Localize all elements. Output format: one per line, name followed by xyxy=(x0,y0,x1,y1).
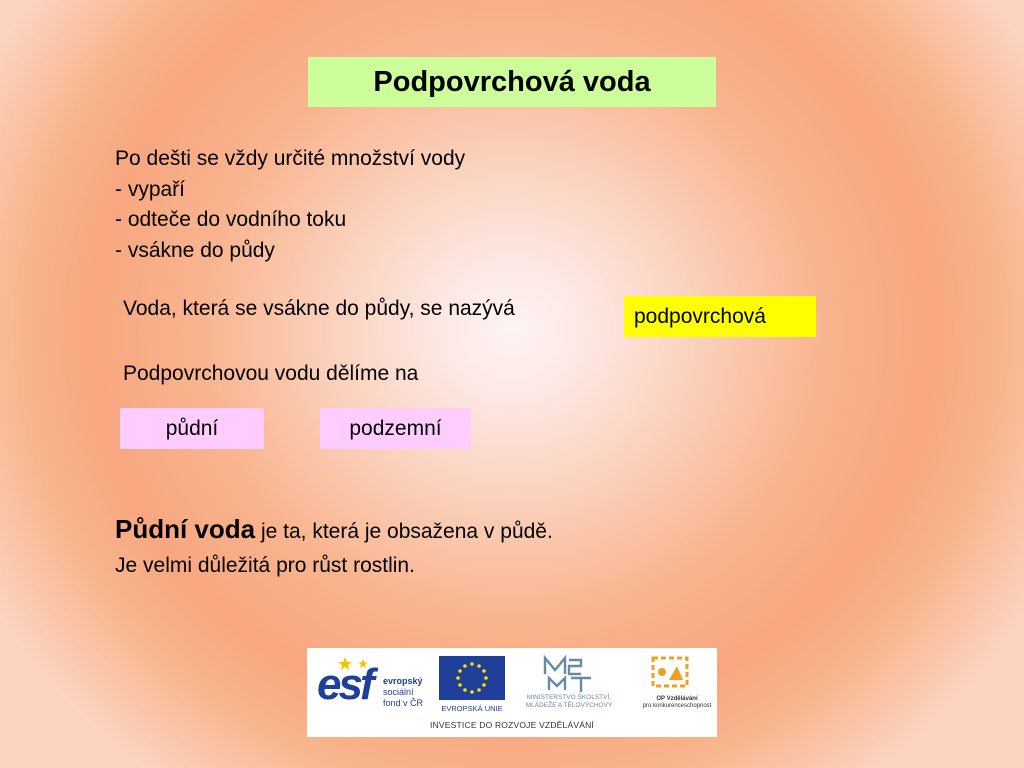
intro-text xyxy=(115,144,465,266)
eu-logo xyxy=(439,656,505,714)
msmt-logo xyxy=(511,654,627,714)
eu-flag-icon xyxy=(439,656,505,700)
esf-line: sociální xyxy=(383,687,414,697)
question-1: Voda, která se vsákne do půdy, se nazývá xyxy=(123,297,515,320)
slide-title: Podpovrchová voda xyxy=(373,65,651,98)
esf-logo xyxy=(317,656,437,714)
msmt-mark-icon xyxy=(541,654,597,694)
answer-label: podpovrchová xyxy=(634,304,766,328)
msmt-caption-line: MINISTERSTVO ŠKOLSTVÍ, xyxy=(526,694,612,701)
funding-logo-strip xyxy=(307,648,717,737)
question-2: Podpovrchovou vodu dělíme na xyxy=(123,362,419,385)
option-box-pudni[interactable] xyxy=(120,408,264,449)
option-label: podzemní xyxy=(349,416,442,440)
definition-line-2: Je velmi důležitá pro růst rostlin. xyxy=(115,554,415,577)
msmt-caption xyxy=(511,694,627,710)
esf-mark: esf xyxy=(317,660,372,709)
op-logo xyxy=(637,654,717,714)
intro-line: Po dešti se vždy určité množství vody xyxy=(115,147,466,170)
intro-line: - vsákne do půdy xyxy=(115,238,275,262)
op-caption xyxy=(637,696,717,710)
answer-box-podpovrchova[interactable] xyxy=(624,296,816,337)
option-label: půdní xyxy=(165,416,219,440)
definition-term: Půdní voda xyxy=(115,514,256,544)
esf-text xyxy=(383,676,423,709)
intro-line: - odteče do vodního toku xyxy=(115,208,347,231)
definition-rest: je ta, která je obsažena v půdě. xyxy=(255,520,553,543)
definition-text xyxy=(115,512,553,583)
funding-footer-text: INVESTICE DO ROZVOJE VZDĚLÁVÁNÍ xyxy=(430,720,594,730)
definition-line-1 xyxy=(115,512,553,549)
esf-line: evropský xyxy=(383,676,423,686)
intro-line: - vypaří xyxy=(115,177,186,201)
msmt-caption-line: MLÁDEŽE A TĚLOVÝCHOVY xyxy=(525,702,613,709)
eu-caption: EVROPSKÁ UNIE xyxy=(441,704,503,713)
op-caption-line: pro konkurenceschopnost xyxy=(642,703,712,709)
slide-title-box xyxy=(308,57,716,107)
op-caption-line: OP Vzdělávání xyxy=(656,696,698,702)
option-box-podzemni[interactable] xyxy=(320,408,471,449)
op-mark-icon xyxy=(649,654,691,694)
esf-line: fond v ČR xyxy=(383,698,424,708)
